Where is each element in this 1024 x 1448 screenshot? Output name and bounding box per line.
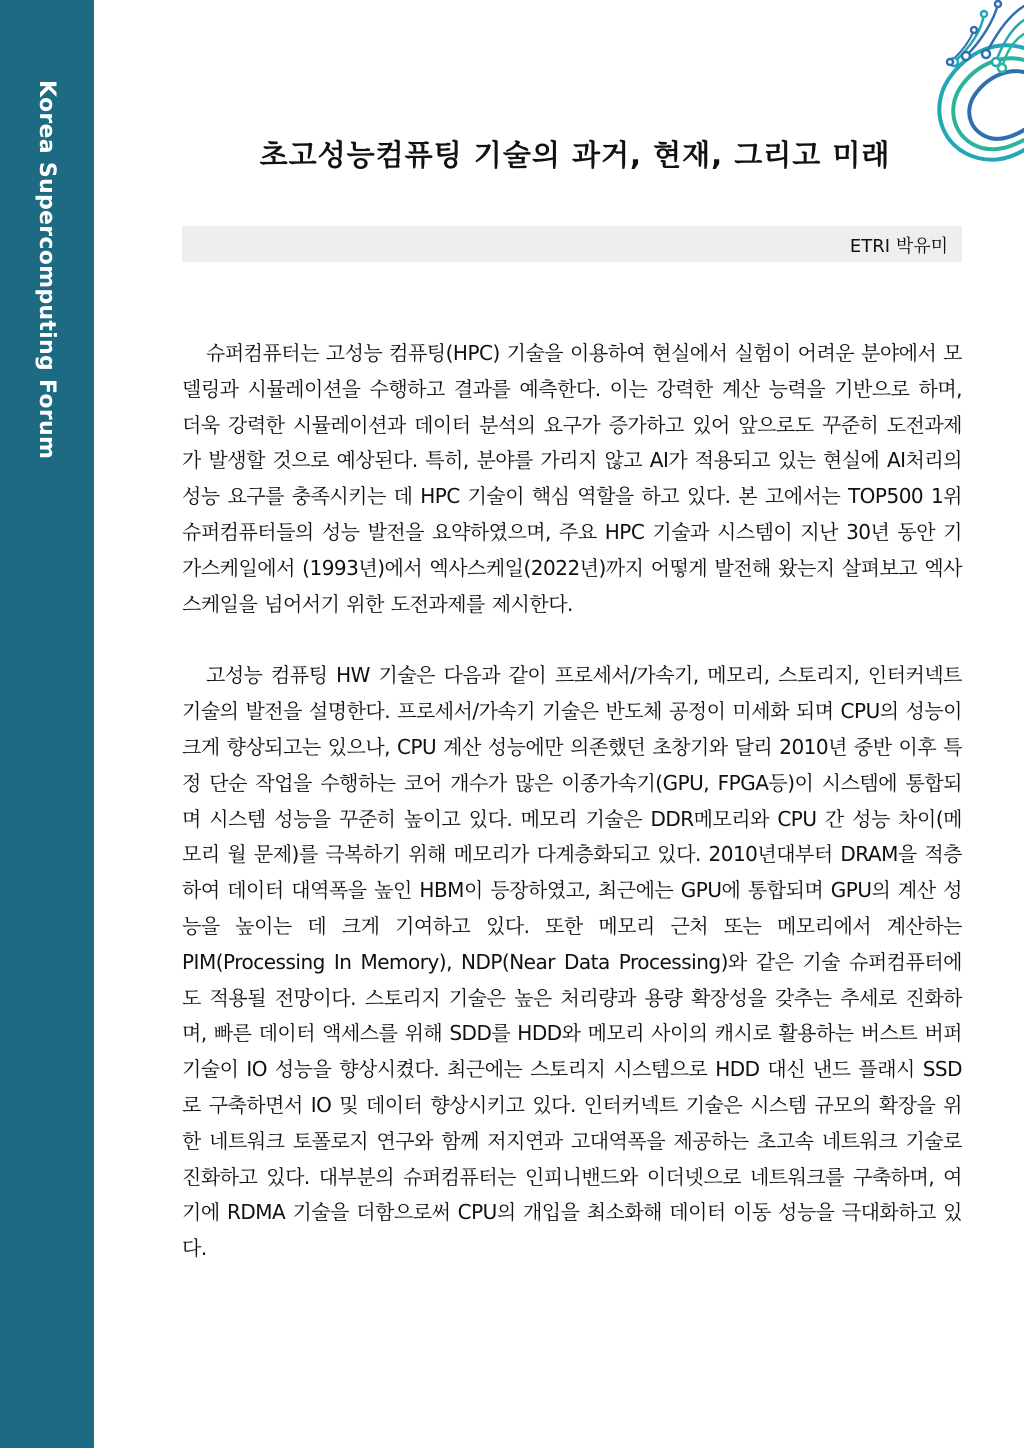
body-paragraph-2: 고성능 컴퓨팅 HW 기술은 다음과 같이 프로세서/가속기, 메모리, 스토리지, 인터커넥트 기술의 발전을 설명한다. 프로세서/가속기 기술은 반도체 공정이 미세화 되며 CPU의 성능이 크게 향상되고는 있으나, CPU 계산 성능에만 의존했던 초창기와 달리 2010년 중반 이후 특정 단순 작업을 수행하는 코어 개수가 많은 이종가속기(GPU, FPGA등)이 시스템에 통합되며 시스템 성능을 꾸준히 높이고 있다. 메모리 기술은 DDR메모리와 CPU 간 성능 차이(메모리 월 문제)를 극복하기 위해 메모리가 다계층화되고 있다. 2010년대부터 DRAM을 적층하여 데이터 대역폭을 높인 HBM이 등장하였고, 최근에는 GPU에 통합되며 GPU의 계산 성능을 높이는 데 크게 기여하고 있다. 또한 메모리 근처 또는 메모리에서 계산하는 PIM(Processing In Memory), NDP(Near Data Processing)와 같은 기술 슈퍼컴퓨터에도 적용될 전망이다. 스토리지 기술은 높은 처리량과 용량 확장성을 갖추는 추세로 진화하며, 빠른 데이터 액세스를 위해 SDD를 HDD와 메모리 사이의 캐시로 활용하는 버스트 버퍼 기술이 IO 성능을 향상시켰다. 최근에는 스토리지 시스템으로 HDD 대신 낸드 플래시 SSD로 구축하면서 IO 및 데이터 향상시키고 있다. 인터커넥트 기술은 시스템 규모의 확장을 위한 네트워크 토폴로지 연구와 함께 저지연과 고대역폭을 제공하는 초고속 네트워크 기술로 진화하고 있다. 대부분의 슈퍼컴퓨터는 인피니밴드와 이더넷으로 네트워크를 구축하며, 여기에 RDMA 기술을 더함으로써 CPU의 개입을 최소화해 데이터 이동 성능을 극대화하고 있다. — [182, 663, 962, 1261]
article-body — [182, 336, 962, 1267]
logo-line-2 — [996, 20, 1024, 62]
sidebar-forum-label: Korea Supercomputing Forum — [34, 80, 59, 460]
sidebar-band — [0, 0, 94, 1448]
body-paragraph-1: 슈퍼컴퓨터는 고성능 컴퓨팅(HPC) 기술을 이용하여 현실에서 실험이 어려운 분야에서 모델링과 시뮬레이션을 수행하고 결과를 예측한다. 이는 강력한 계산 능력을 기반으로 하며, 더욱 강력한 시뮬레이션과 데이터 분석의 요구가 증가하고 있어 앞으로도 꾸준히 도전과제가 발생할 것으로 예상된다. 특히, 분야를 가리지 않고 AI가 적용되고 있는 현실에 AI처리의 성능 요구를 충족시키는 데 HPC 기술이 핵심 역할을 하고 있다. 본 고에서는 TOP500 1위 슈퍼컴퓨터들의 성능 발전을 요약하였으며, 주요 HPC 기술과 시스템이 지난 30년 동안 기가스케일에서 (1993년)에서 엑사스케일(2022년)까지 어떻게 발전해 왔는지 살펴보고 엑사스케일을 넘어서기 위한 도전과제를 제시한다. — [182, 341, 962, 616]
author-bar — [182, 226, 962, 262]
author-name: ETRI 박유미 — [849, 236, 948, 257]
logo-inner-arc — [969, 71, 1024, 139]
article-title: 초고성능컴퓨팅 기술의 과거, 현재, 그리고 미래 — [259, 138, 891, 172]
